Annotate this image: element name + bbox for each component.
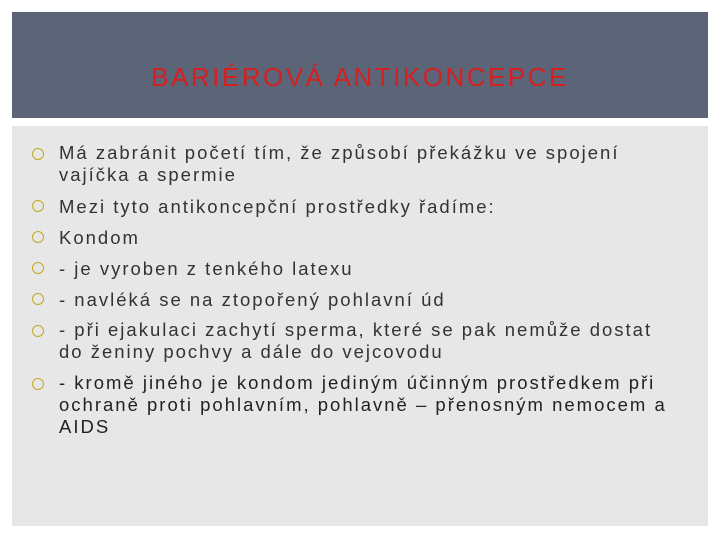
circle-bullet-icon bbox=[32, 148, 44, 160]
circle-bullet-icon bbox=[32, 262, 44, 274]
bullet-item bbox=[38, 315, 678, 368]
content-area bbox=[12, 126, 708, 526]
bullet-text: - navléká se na ztopořený pohlavní úd bbox=[59, 289, 446, 310]
circle-bullet-icon bbox=[32, 378, 44, 390]
bullet-text: Kondom bbox=[59, 227, 140, 248]
circle-bullet-icon bbox=[32, 231, 44, 243]
bullet-item bbox=[38, 222, 678, 253]
circle-bullet-icon bbox=[32, 325, 44, 337]
bullet-list bbox=[12, 126, 708, 443]
bullet-text: Má zabránit početí tím, že způsobí překážku ve spojení vajíčka a spermie bbox=[59, 142, 620, 185]
bullet-item bbox=[38, 284, 678, 315]
bullet-item bbox=[38, 253, 678, 284]
title-bar bbox=[12, 12, 708, 118]
slide-title: BARIÉROVÁ ANTIKONCEPCE bbox=[151, 62, 569, 92]
bullet-item bbox=[38, 191, 678, 222]
bullet-item bbox=[38, 368, 678, 443]
circle-bullet-icon bbox=[32, 200, 44, 212]
bullet-text: Mezi tyto antikoncepční prostředky řadíme: bbox=[59, 196, 496, 217]
circle-bullet-icon bbox=[32, 293, 44, 305]
bullet-item bbox=[38, 138, 678, 191]
bullet-text: - kromě jiného je kondom jediným účinným prostředkem při ochraně proti pohlavním, pohlavně – přenosným nemocem a AIDS bbox=[59, 372, 667, 437]
bullet-text: - je vyroben z tenkého latexu bbox=[59, 258, 354, 279]
bullet-text: - při ejakulaci zachytí sperma, které se pak nemůže dostat do ženiny pochvy a dále do vejcovodu bbox=[59, 319, 653, 362]
